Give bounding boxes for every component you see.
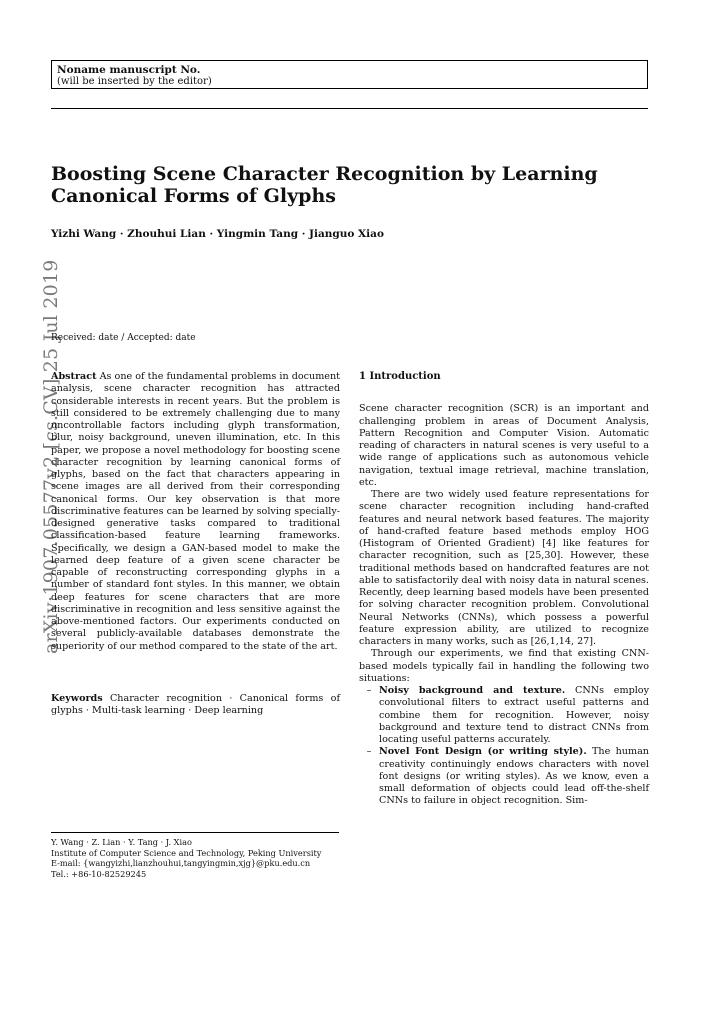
section-heading-introduction: 1 Introduction [359,371,441,382]
header-rule [51,108,648,109]
list-item-text: CNNs employ convolutional filters to extract useful patterns and combine them for recognition. However, noisy background and texture tend to distract CNNs from locating useful patterns accurately. [379,685,649,745]
list-dash: – [366,746,372,758]
manuscript-number-box [51,60,648,89]
arxiv-stamp [14,259,62,654]
intro-paragraph-2: There are two widely used feature representations for scene character recognition including hand-crafted features and neural network based features. The majority of hand-crafted feature based methods employ HOG (Histogram of Oriented Gradient) [4] like features for character recognition, such as [25,30]. However, these traditional methods based on handcrafted features are not able to satisfactorily deal with noisy data in natural scenes. Recently, deep learning based models have been presented for solving character recognition problem. Convolutional Neural Networks (CNNs), which possess a powerful feature expression ability, are utilized to recognize characters in many works, such as [26,1,14, 27]. [359,489,649,647]
paper-title: Boosting Scene Character Recognition by Learning Canonical Forms of Glyphs [51,163,598,207]
footnote-email: E-mail: {wangyizhi,lianzhouhui,tangyingmin,xjg}@pku.edu.cn [51,858,311,868]
footnote-authors: Y. Wang · Z. Lian · Y. Tang · J. Xiao [51,837,192,847]
list-item-body [379,685,649,746]
author-list: Yizhi Wang · Zhouhui Lian · Yingmin Tang · Jianguo Xiao [51,228,384,240]
left-column [51,371,340,717]
list-item-body [379,746,649,807]
manuscript-number-label: Noname manuscript No. [57,64,201,76]
footnote-phone: Tel.: +86-10-82529245 [51,868,147,879]
editor-note: (will be inserted by the editor) [57,76,212,87]
affiliation-footnote [51,837,341,879]
list-item-heading: Noisy background and texture. [379,685,566,696]
intro-paragraph-1: Scene character recognition (SCR) is an important and challenging problem in areas of Document Analysis, Pattern Recognition and Computer Vision. Automatic reading of characters in natural scenes is very useful to a wide range of applications such as autonomous vehicle navigation, textual image retrieval, machine translation, etc. [359,403,649,488]
keywords-label: Keywords [51,692,103,704]
list-item [359,685,649,746]
footnote-institution: Institute of Computer Science and Technology, Peking University [51,847,322,858]
abstract [51,371,340,653]
received-date: Received: date / Accepted: date [51,333,196,343]
keywords-text: Character recognition · Canonical forms of glyphs · Multi-task learning · Deep learning [51,692,340,716]
list-item [359,746,649,807]
abstract-label: Abstract [51,371,97,382]
intro-paragraph-3: Through our experiments, we find that existing CNN-based models typically fail in handling the following two situations: [359,648,649,684]
arxiv-stamp-text: arXiv:1907.05577v2 [cs.CV] 25 Jul 2019 [40,259,62,654]
footnote-rule [51,832,339,833]
right-column [359,371,649,808]
keywords [51,693,340,718]
abstract-text: As one of the fundamental problems in document analysis, scene character recognition has attracted considerable interests in recent years. But the problem is still considered to be extremely challenging due to many uncontrollable factors including glyph transformation, blur, noisy background, uneven illumination, etc. In this paper, we propose a novel methodology for boosting scene character recognition by learning canonical forms of glyphs, based on the fact that characters appearing in scene images are all derived from their corresponding canonical forms. Our key observation is that more discriminative features can be learned by solving specially-designed generative tasks compared to traditional classification-based feature learning frameworks. Specifically, we design a GAN-based model to make the learned deep feature of a given scene character be capable of reconstructing corresponding glyphs in a number of standard font styles. In this manner, we obtain deep features for scene characters that are more discriminative in recognition and less sensitive against the above-mentioned factors. Our experiments conducted on several publicly-available databases demonstrate the superiority of our method compared to the state of the art. [51,371,341,652]
list-item-heading: Novel Font Design (or writing style). [379,746,587,758]
list-dash: – [366,685,372,696]
list-item-text: The human creativity continuingly endows characters with novel font designs (or writing styles). As we know, even a small deformation of objects could lead off-the-shelf CNNs to failure in object recognition. Sim- [379,746,649,807]
